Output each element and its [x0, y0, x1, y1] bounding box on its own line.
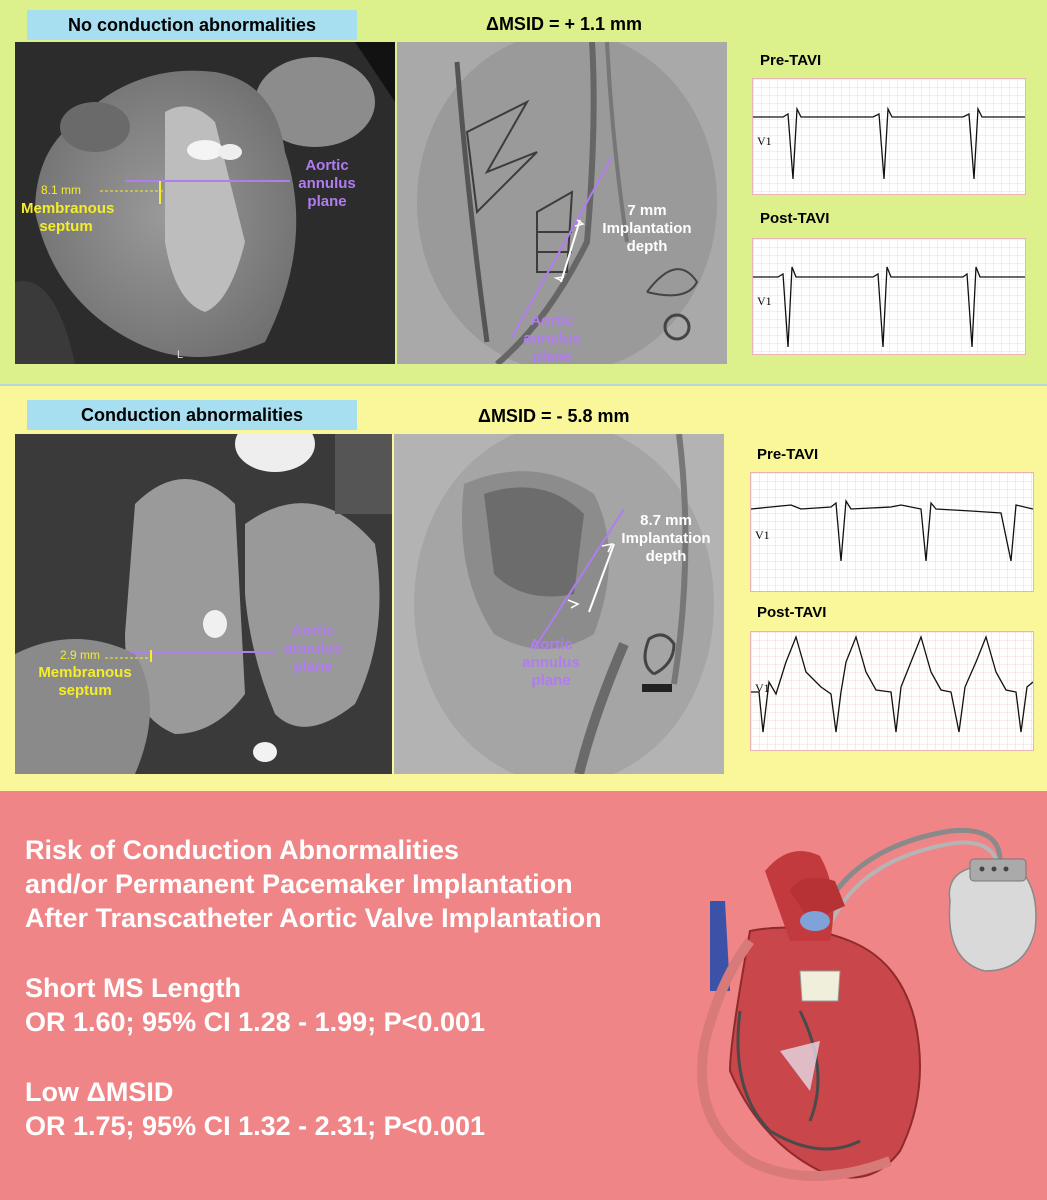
top-ms-label-1: Membranous	[21, 200, 115, 217]
summary-title	[25, 833, 602, 935]
mid-post-tavi-ecg	[750, 631, 1034, 751]
msid-result	[25, 1075, 485, 1143]
top-pre-ecg-trace	[753, 79, 1025, 194]
mid-pre-lead: V1	[755, 528, 770, 542]
summary-title-line-3: After Transcatheter Aortic Valve Implantation	[25, 903, 602, 933]
mid-ct-plane-2: annulus	[284, 640, 342, 657]
msid-stats: OR 1.75; 95% CI 1.32 - 2.31; P<0.001	[25, 1111, 486, 1141]
ms-length-heading: Short MS Length	[25, 973, 241, 1003]
top-fluoro-image	[397, 42, 727, 364]
top-post-tavi-label: Post-TAVI	[760, 210, 830, 227]
top-fluoro-plane-2: annulus	[523, 330, 581, 347]
top-pre-lead: V1	[757, 134, 772, 148]
top-ms-length: 8.1 mm	[41, 183, 82, 197]
top-ct-image	[15, 42, 395, 364]
top-depth-2: depth	[626, 238, 668, 255]
mid-fluoroscopy-graphic	[394, 434, 724, 774]
top-depth-1: Implantation	[602, 220, 692, 237]
mid-msid-value: ΔMSID = - 5.8 mm	[478, 406, 630, 426]
mid-depth-1: Implantation	[621, 530, 711, 547]
middle-panel	[0, 386, 1047, 791]
no-conduction-tag: No conduction abnormalities	[27, 10, 357, 40]
mid-ms-label	[35, 664, 135, 700]
top-post-lead: V1	[757, 294, 772, 308]
mid-ms-label-1: Membranous	[38, 664, 132, 681]
mid-ct-image	[15, 434, 392, 774]
top-ct-plane-label	[287, 157, 367, 211]
top-ms-label	[21, 200, 115, 236]
mid-ms-label-2: septum	[58, 682, 112, 699]
mid-ms-length: 2.9 mm	[60, 648, 101, 662]
top-ct-plane-2: annulus	[298, 175, 356, 192]
ms-length-stats: OR 1.60; 95% CI 1.28 - 1.99; P<0.001	[25, 1007, 486, 1037]
heart-icon	[702, 851, 920, 1178]
top-post-tavi-ecg	[752, 238, 1026, 355]
top-fluoro-plane-1: Aortic	[530, 312, 574, 329]
summary-title-line-1: Risk of Conduction Abnormalities	[25, 835, 460, 865]
mid-post-tavi-label: Post-TAVI	[757, 604, 827, 621]
conduction-tag: Conduction abnormalities	[27, 400, 357, 430]
mid-post-lead: V1	[755, 681, 770, 695]
mid-pre-tavi-label: Pre-TAVI	[757, 446, 819, 463]
top-msid-value: ΔMSID = + 1.1 mm	[486, 14, 642, 34]
mid-pre-ecg-trace	[751, 473, 1033, 591]
mid-fluoro-image	[394, 434, 724, 774]
top-depth-value: 7 mm	[627, 202, 667, 219]
mid-depth-2: depth	[645, 548, 687, 565]
heart-pacemaker-illustration	[670, 811, 1040, 1191]
mid-fluoro-plane-3: plane	[531, 672, 571, 689]
top-ct-marker: L	[177, 349, 184, 361]
mid-ct-plane-label	[273, 622, 353, 676]
mid-depth-value: 8.7 mm	[640, 512, 692, 529]
mid-fluoro-plane-2: annulus	[522, 654, 580, 671]
top-pre-tavi-label: Pre-TAVI	[760, 52, 822, 69]
msid-heading: Low ΔMSID	[25, 1077, 174, 1107]
bottom-panel	[0, 791, 1047, 1200]
mid-depth-label	[616, 512, 716, 566]
mid-ct-plane-3: plane	[293, 658, 333, 675]
mid-fluoro-plane-1: Aortic	[529, 636, 573, 653]
mid-ct-scan-graphic	[15, 434, 392, 774]
top-post-ecg-trace	[753, 239, 1025, 354]
mid-post-ecg-trace	[751, 632, 1033, 750]
ms-length-result	[25, 971, 485, 1039]
top-ct-plane-3: plane	[307, 193, 347, 210]
top-depth-label	[592, 202, 702, 256]
top-panel	[0, 0, 1047, 386]
pacemaker-icon	[949, 859, 1036, 971]
summary-title-line-2: and/or Permanent Pacemaker Implantation	[25, 869, 573, 899]
mid-ct-plane-1: Aortic	[291, 622, 335, 639]
mid-fluoro-plane-label	[516, 636, 586, 690]
top-fluoro-plane-label	[517, 312, 587, 364]
top-ct-plane-1: Aortic	[305, 157, 349, 174]
top-fluoro-plane-3: plane	[532, 348, 572, 364]
mid-pre-tavi-ecg	[750, 472, 1034, 592]
top-ms-label-2: septum	[39, 218, 93, 235]
top-pre-tavi-ecg	[752, 78, 1026, 195]
